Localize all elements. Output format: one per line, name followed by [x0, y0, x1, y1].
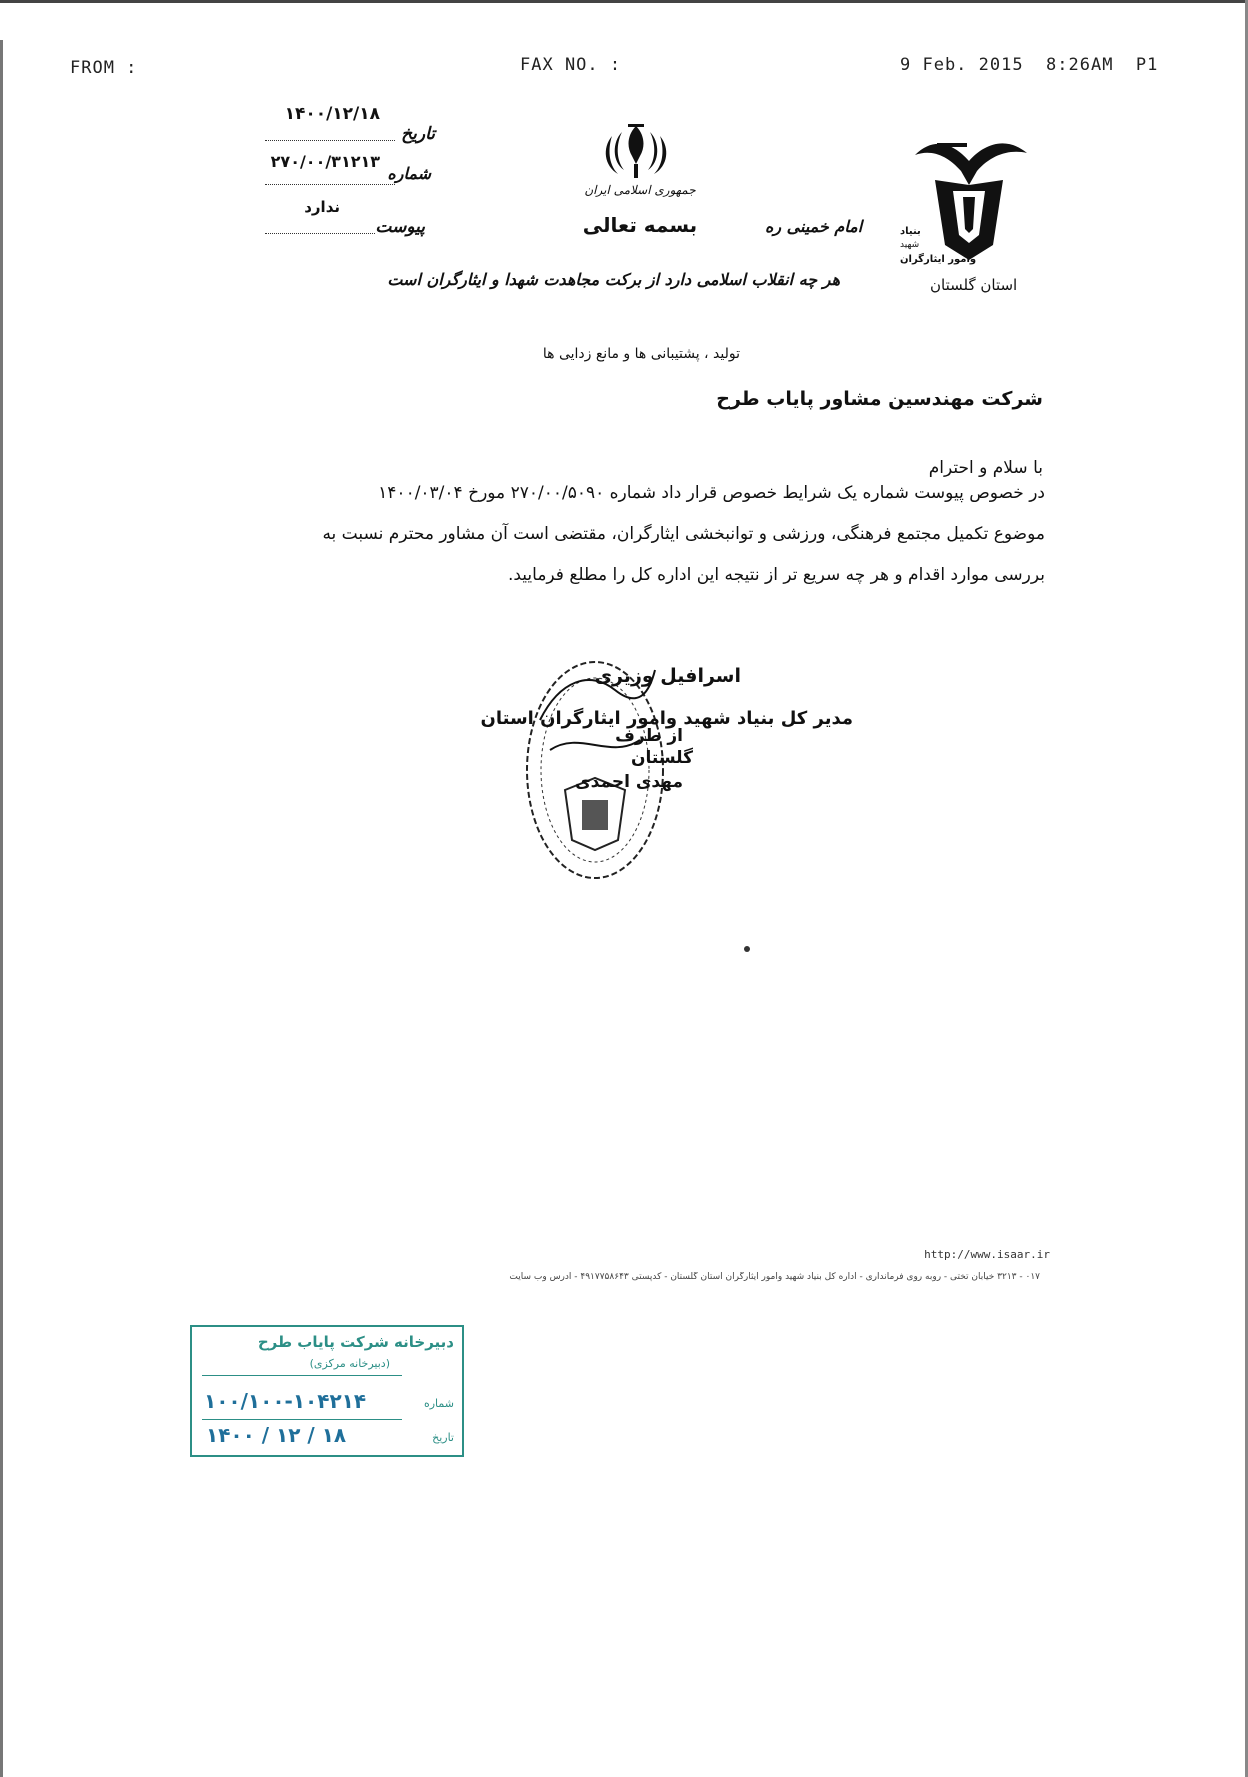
fax-datetime: 9 Feb. 2015 8:26AM P1: [900, 55, 1159, 75]
signatory-title: مدیر کل بنیاد شهید وامور ایثارگران استان: [480, 708, 853, 729]
date-label: تاریخ: [401, 124, 435, 144]
attachment-label: پیوست: [375, 217, 425, 237]
receipt-stamp-title: دبیرخانه شرکت پایاب طرح: [257, 1333, 454, 1351]
logo-caption-1: بنیاد: [900, 226, 921, 237]
letter-number-label: شماره: [387, 164, 431, 183]
signatory-name: اسرافیل وزیری: [594, 665, 741, 687]
letter-body: [240, 473, 1045, 596]
scan-speck: [744, 946, 750, 952]
fax-number-label: FAX NO. :: [520, 55, 622, 75]
receipt-number-label: شماره: [423, 1397, 454, 1410]
signed-by-name: مهدی احمدی: [575, 772, 683, 792]
greeting: با سلام و احترام: [928, 458, 1043, 478]
number-line: [265, 184, 395, 185]
iran-emblem-icon: [598, 120, 674, 182]
emblem-caption: جمهوری اسلامی ایران: [584, 183, 696, 197]
signature-region: گلستان: [631, 748, 693, 768]
department-line: تولید ، پشتیبانی ها و مانع زدایی ها: [542, 346, 740, 362]
receipt-date-value: ۱۴۰۰ / ۱۲ / ۱۸: [206, 1423, 347, 1447]
logo-caption-3: وامور ایثارگران: [900, 254, 977, 265]
scan-edge-left: [0, 40, 3, 1777]
date-value: ۱۴۰۰/۱۲/۱۸: [284, 104, 380, 124]
reference-block: [265, 100, 435, 240]
imam-khomeini-text: امام خمینی ره: [765, 217, 863, 236]
attachment-line: [265, 233, 375, 234]
fax-from-label: FROM :: [70, 58, 138, 78]
receipt-date-label: تاریخ: [432, 1431, 454, 1444]
receipt-stamp-divider-2: [202, 1419, 402, 1420]
footer-website: http://www.isaar.ir: [924, 1248, 1050, 1261]
receipt-stamp-subtitle: (دبیرخانه مرکزی): [309, 1357, 390, 1370]
revolution-motto: هر چه انقلاب اسلامی دارد از برکت مجاهدت شهدا و ایثارگران است: [387, 270, 840, 289]
martyr-foundation-logo-icon: [905, 125, 1035, 270]
letter-body-line-3: بررسی موارد اقدام و هر چه سریع تر از نتیجه این اداره کل را مطلع فرمایید.: [507, 565, 1045, 585]
receipt-stamp: [190, 1325, 464, 1457]
receipt-stamp-divider: [202, 1375, 402, 1376]
letter-number-value: ۲۷۰/۰۰/۳۱۲۱۳: [270, 152, 380, 171]
basmala: بسمه تعالی: [582, 213, 698, 237]
date-line: [265, 140, 395, 141]
province-name: استان گلستان: [930, 276, 1018, 294]
scan-edge-top: [0, 0, 1248, 3]
receipt-number-value: ۱۰۰/۱۰۰-۱۰۴۲۱۴: [204, 1389, 367, 1413]
logo-caption-2: شهید: [900, 240, 920, 250]
attachment-value: ندارد: [304, 198, 340, 216]
footer-address: ۰۱۷ - ۳۲۱۳ خیابان تختی - روبه روی فرمانداری - اداره کل بنیاد شهید وامور ایثارگران استان گلستان - کدپستی ۴۹۱۷۷۵۸۶۴۳ - آدرس وب سایت: [509, 1272, 1040, 1282]
letter-body-line-2: موضوع تکمیل مجتمع فرهنگی، ورزشی و توانبخشی ایثارگران، مقتضی است آن مشاور محترم نسبت به: [322, 524, 1045, 544]
recipient-name: شرکت مهندسین مشاور پایاب طرح: [716, 388, 1043, 410]
on-behalf-text: از طرف: [615, 726, 683, 746]
letter-body-line-1: در خصوص پیوست شماره یک شرایط خصوص قرار داد شماره ۲۷۰/۰۰/۵۰۹۰ مورخ ۱۴۰۰/۰۳/۰۴: [378, 483, 1045, 503]
